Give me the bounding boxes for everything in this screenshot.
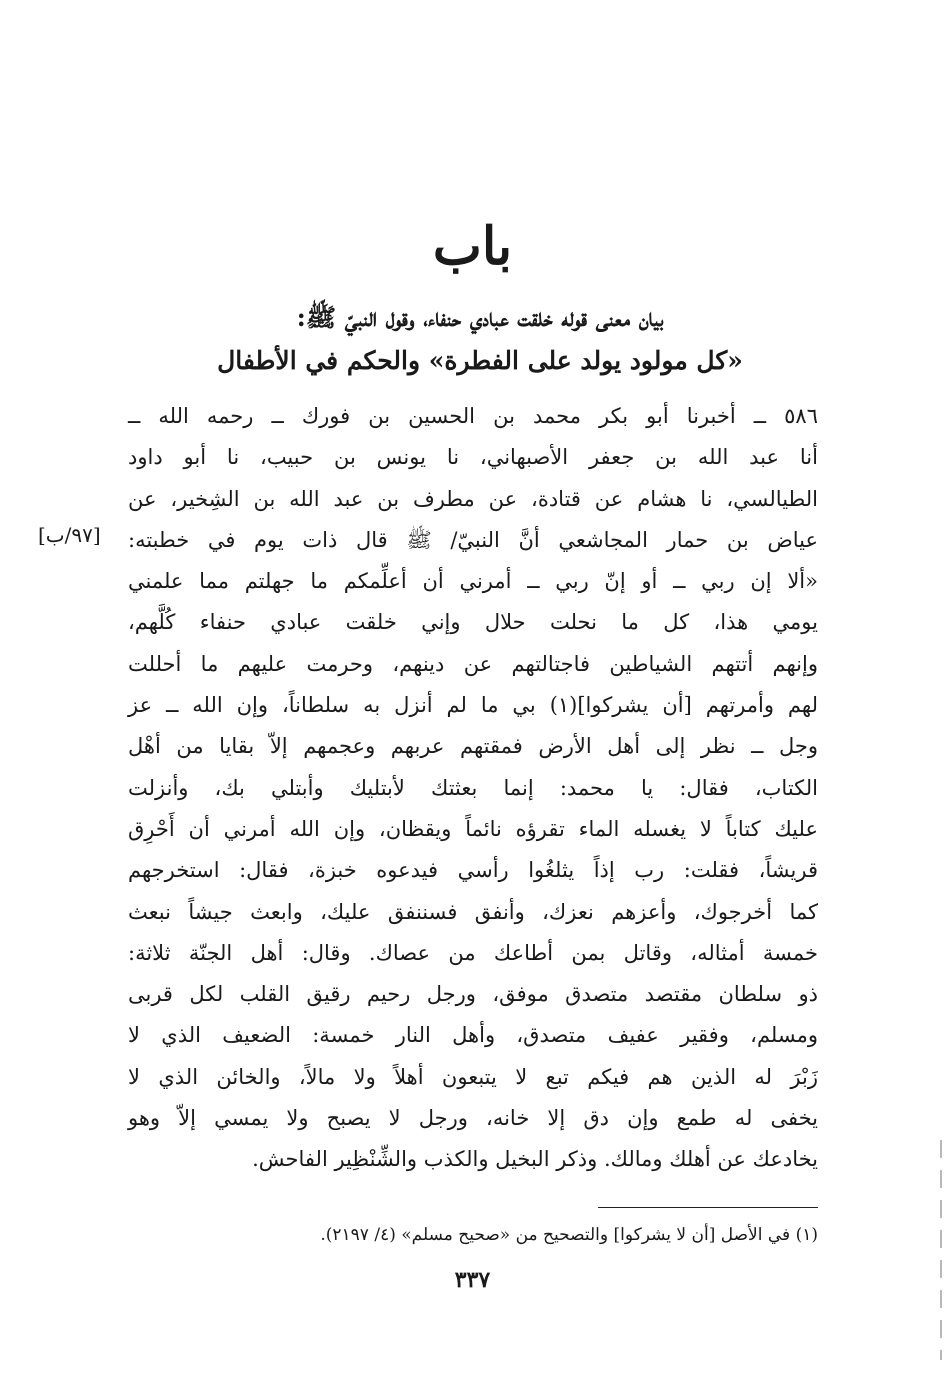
body-line: يومي هذا، كل ما نحلت حلال وإني خلقت عبادي حنفاء كُلَّهم، bbox=[128, 610, 818, 635]
body-line: ومسلم، وفقير عفيف متصدق، وأهل النار خمسة: الضعيف الذي لا bbox=[128, 1023, 818, 1048]
page-number: ٣٣٧ bbox=[454, 1267, 491, 1293]
body-line: عليك كتاباً لا يغسله الماء تقرؤه نائماً ويقظان، وإن الله أمرني أن أَحْرِق bbox=[128, 816, 818, 841]
section-heading-line-1: بيان معنى قوله خلقت عبادي حنفاء، وقول النبيّ ﷺ: bbox=[296, 303, 664, 332]
body-line: عياض بن حمار المجاشعي أنَّ النبيّ/ ﷺ قال ذات يوم في خطبته: bbox=[128, 527, 818, 552]
scan-edge-mark bbox=[940, 1140, 942, 1360]
body-line: الطيالسي، نا هشام عن قتادة، عن مطرف بن عبد الله بن الشِخير، عن bbox=[128, 486, 818, 511]
body-line: يخفى له طمع وإن دق إلا خانه، ورجل لا يصبح ولا يمسي إلاّ وهو bbox=[128, 1106, 818, 1131]
manuscript-folio-marker: [٩٧/ب] bbox=[38, 523, 101, 547]
footnote-separator bbox=[598, 1207, 818, 1208]
hadith-text bbox=[128, 396, 818, 1181]
section-heading-line-2: «كل مولود يولد على الفطرة» والحكم في الأطفال bbox=[217, 346, 743, 375]
chapter-title: باب bbox=[432, 216, 513, 277]
body-line: الكتاب، فقال: يا محمد: إنما بعثتك لأبتليك وأبتلي بك، وأنزلت bbox=[128, 775, 818, 800]
body-line: وإنهم أتتهم الشياطين فاجتالتهم عن دينهم، وحرمت عليهم ما أحللت bbox=[128, 651, 818, 676]
footnote: (١) في الأصل [أن لا يشركوا] والتصحيح من «صحيح مسلم» (٤/ ٢١٩٧). bbox=[320, 1225, 818, 1245]
body-line: كما أخرجوك، وأعزهم نعزك، وأنفق فسننفق عليك، وابعث جيشاً نبعث bbox=[128, 899, 818, 924]
body-line: لهم وأمرتهم [أن يشركوا](١) بي ما لم أنزل به سلطاناً، وإن الله ــ عز bbox=[128, 693, 818, 718]
body-line: زَبْرَ له الذين هم فيكم تبع لا يتبعون أهلاً ولا مالاً، والخائن الذي لا bbox=[128, 1064, 818, 1089]
body-line: ٥٨٦ ــ أخبرنا أبو بكر محمد بن الحسين بن فورك ــ رحمه الله ــ bbox=[128, 404, 818, 428]
section-heading bbox=[200, 296, 760, 382]
body-line: «ألا إن ربي ــ أو إنّ ربي ــ أمرني أن أعلِّمكم ما جهلتم مما علمني bbox=[128, 569, 818, 594]
body-line: ذو سلطان مقتصد متصدق موفق، ورجل رحيم رقيق القلب لكل قربى bbox=[128, 982, 818, 1007]
body-line: خمسة أمثاله، وقاتل بمن أطاعك من عصاك. وقال: أهل الجنّة ثلاثة: bbox=[128, 940, 818, 965]
body-line: يخادعك عن أهلك ومالك. وذكر البخيل والكذب والشِّنْظِير الفاحش. bbox=[252, 1147, 818, 1172]
body-line: قريشاً، فقلت: رب إذاً يثلغُوا رأسي فيدعوه خبزة، فقال: استخرجهم bbox=[128, 858, 818, 883]
body-line: وجل ــ نظر إلى أهل الأرض فمقتهم عربهم وعجمهم إلاّ بقايا من أهْل bbox=[128, 734, 818, 759]
body-line: أنا عبد الله بن جعفر الأصبهاني، نا يونس بن حبيب، نا أبو داود bbox=[128, 445, 818, 470]
